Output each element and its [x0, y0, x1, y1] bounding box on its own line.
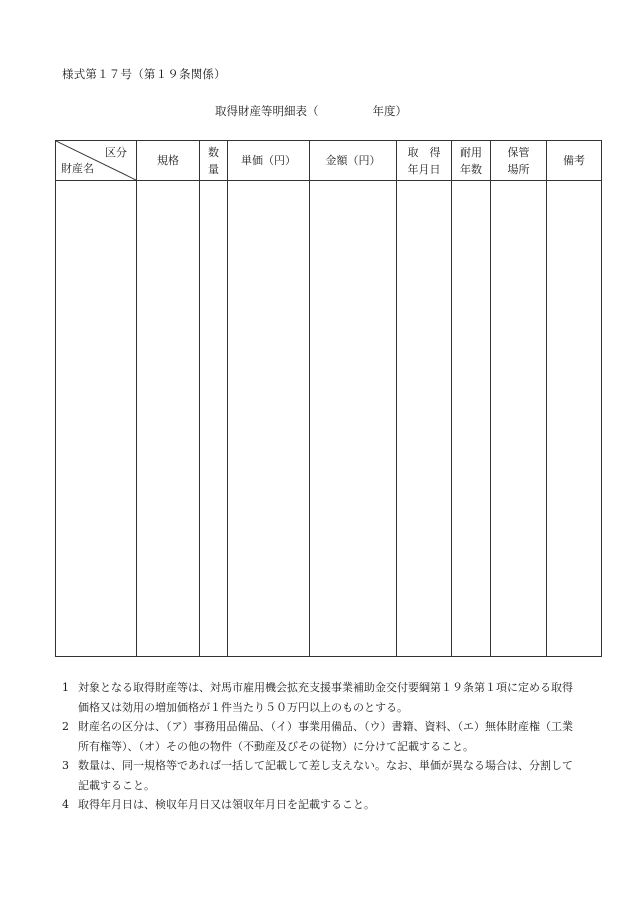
- cell-amount: [310, 181, 397, 657]
- header-category: 区分: [105, 146, 127, 159]
- header-amount: 金額（円）: [310, 141, 397, 181]
- title-year-label: 年度）: [372, 104, 407, 118]
- note-item: 2 財産名の区分は、（ア）事務用品備品、（イ）事業用備品、（ウ）書籍、資料、（エ）無体財産権（工業所有権等）、（オ）その他の物件（不動産及びその従物）に分けて記載すること。: [62, 720, 573, 753]
- cell-property-name: [56, 181, 137, 657]
- table-body-row: [56, 181, 602, 657]
- title-main: 取得財産等明細表（: [215, 104, 319, 118]
- document-title: [215, 103, 407, 119]
- form-number: 様式第１７号（第１９条関係）: [62, 67, 226, 81]
- header-unit-price: 単価（円）: [228, 141, 310, 181]
- header-category-property-name: [56, 141, 137, 181]
- header-property-name: 財産名: [61, 162, 94, 175]
- cell-useful-life: [452, 181, 491, 657]
- header-acquisition-date: 取 得 年月日: [397, 141, 452, 181]
- note-item: 3 数量は、同一規格等であれば一括して記載して差し支えない。なお、単価が異なる場合は、分割して記載すること。: [62, 759, 573, 792]
- header-useful-life: 耐用 年数: [452, 141, 491, 181]
- header-remarks: 備考: [547, 141, 602, 181]
- cell-acquisition-date: [397, 181, 452, 657]
- notes-list: [62, 678, 582, 815]
- table-header-row: [56, 141, 602, 181]
- cell-remarks: [547, 181, 602, 657]
- cell-storage-location: [491, 181, 547, 657]
- cell-quantity: [200, 181, 228, 657]
- header-spec: 規格: [137, 141, 200, 181]
- cell-unit-price: [228, 181, 310, 657]
- note-item: 4 取得年月日は、検収年月日又は領収年月日を記載すること。: [62, 798, 375, 811]
- property-ledger-table: [55, 140, 602, 657]
- cell-spec: [137, 181, 200, 657]
- header-quantity: 数 量: [200, 141, 228, 181]
- note-item: 1 対象となる取得財産等は、対馬市雇用機会拡充支援事業補助金交付要綱第１９条第１項に定める取得価格又は効用の増加価格が１件当たり５０万円以上のものとする。: [62, 681, 573, 714]
- header-storage-location: 保管 場所: [491, 141, 547, 181]
